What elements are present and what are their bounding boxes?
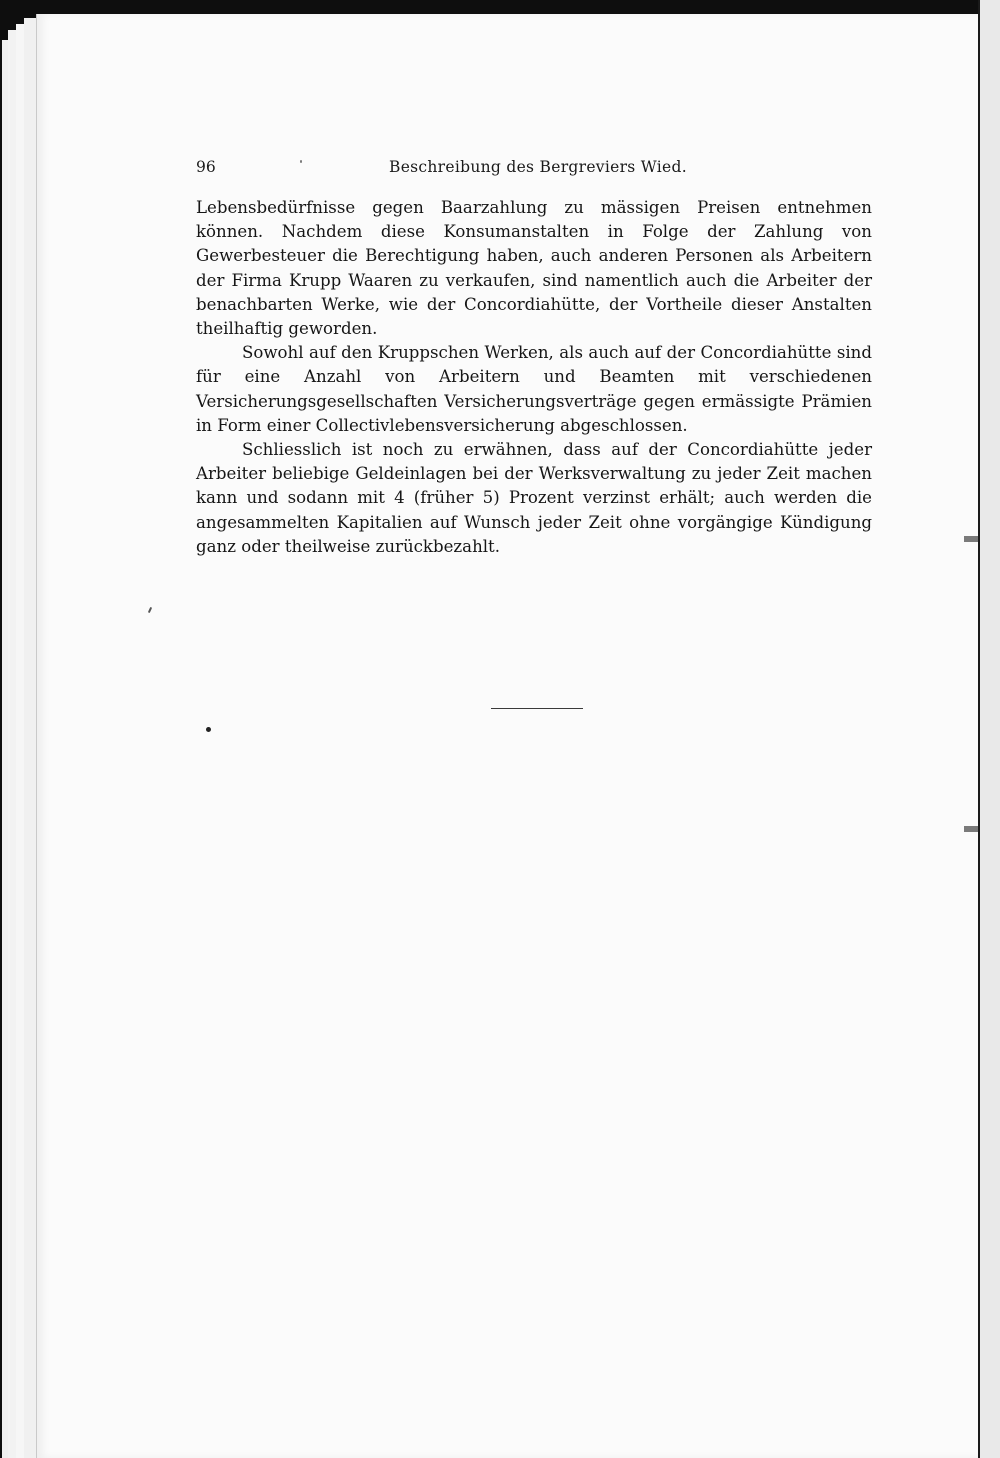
ink-speck xyxy=(206,727,211,732)
paragraph: Schliesslich ist noch zu erwähnen, dass auf der Concordiahütte jeder Arbeiter beliebige Geldeinlagen bei der Werksverwaltung zu jeder Zeit machen kann und sodann mit 4 (früher 5) Prozent verzinst erhält; auch werden die angesammelten Kapitalien auf Wunsch jeder Zeit ohne vorgängige Kündigung ganz oder theilweise zurückbezahlt. xyxy=(196,440,872,556)
section-end-rule xyxy=(491,708,583,709)
paragraph: Sowohl auf den Kruppschen Werken, als auch auf der Concordiahütte sind für eine Anzahl von Arbeitern und Beamten mit verschiedenen Versicherungsgesellschaften Versicherungsverträge gegen ermässigte Prämien in Form einer Collectivlebensversicherung abgeschlossen. xyxy=(196,343,872,435)
facing-page-edge xyxy=(978,0,1000,1458)
running-head: Beschreibung des Bergreviers Wied. xyxy=(389,158,687,176)
ink-speck xyxy=(300,160,302,163)
body-text xyxy=(196,196,872,559)
paragraph: Lebensbedürfnisse gegen Baarzahlung zu mässigen Preisen entnehmen können. Nachdem diese Konsumanstalten in Folge der Zahlung von Gewerbesteuer die Berechtigung haben, auch anderen Personen als Arbeitern der Firma Krupp Waaren zu verkaufen, sind namentlich auch die Arbeiter der benachbarten Werke, wie der Concordiahütte, der Vortheile dieser Anstalten theilhaftig geworden. xyxy=(196,198,872,339)
page-header xyxy=(196,158,876,184)
page-tab-mark xyxy=(964,536,978,542)
page-tab-mark xyxy=(964,826,978,832)
page-number: 96 xyxy=(196,158,216,176)
